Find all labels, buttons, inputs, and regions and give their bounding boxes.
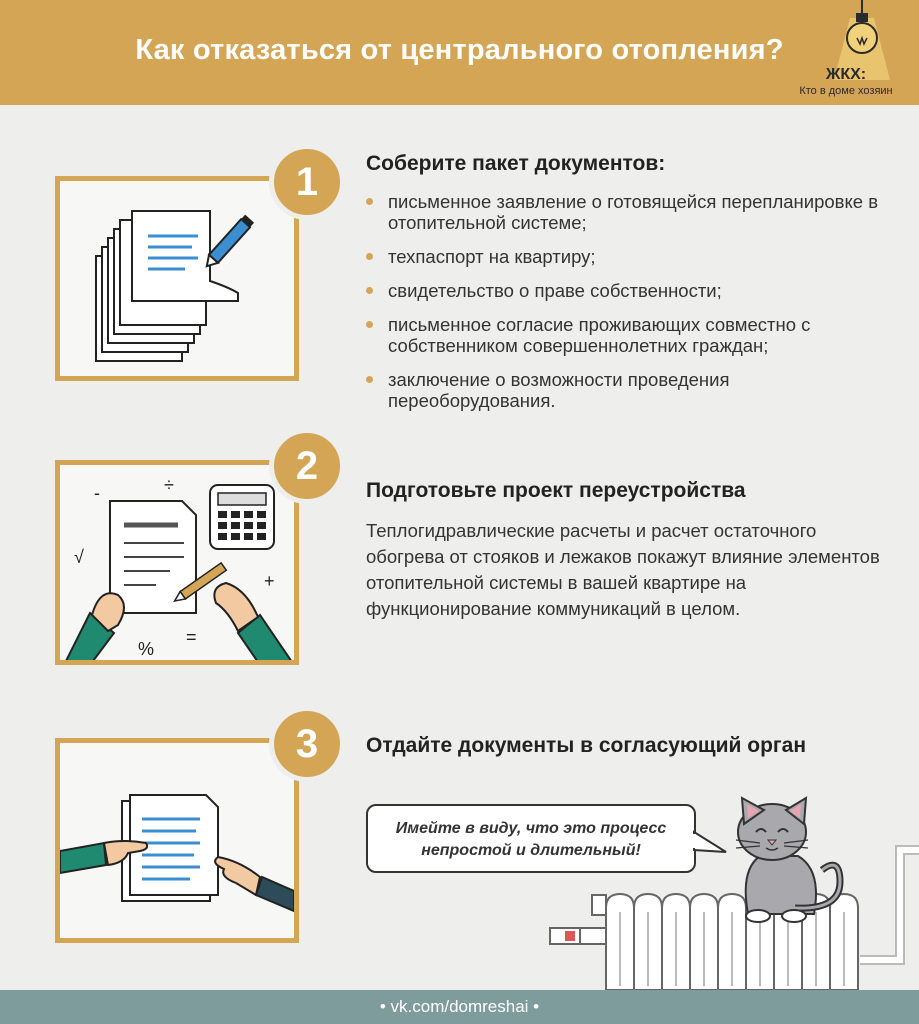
cat-icon	[736, 798, 840, 922]
list-item-text: письменное согласие проживающих совместно с собственником совершеннолетних граждан;	[388, 314, 811, 356]
symbol-minus: -	[94, 483, 100, 503]
note-line-1: Имейте в виду, что это процесс	[395, 820, 667, 837]
symbol-percent: %	[138, 639, 155, 659]
footer-bar	[0, 990, 919, 1024]
calculation-project-icon	[60, 465, 294, 660]
note-line-2: непростой и длительный!	[421, 842, 641, 859]
list-item	[366, 280, 886, 301]
step-2-illustration	[55, 444, 319, 665]
list-item	[366, 314, 886, 356]
document-list	[366, 191, 886, 424]
bullet-icon	[366, 287, 373, 294]
step-1-illustration	[55, 160, 319, 381]
step-3-number: 3	[269, 706, 345, 782]
list-item-text: письменное заявление о готовящейся перепланировке в отопительной системе;	[388, 191, 879, 233]
page-title: Как отказаться от центрального отопления?	[135, 34, 784, 66]
list-item-text: заключение о возможности проведения переоборудования.	[388, 369, 730, 411]
documents-pen-icon	[60, 181, 294, 376]
symbol-plus: +	[264, 571, 275, 591]
step-1-title: Соберите пакет документов:	[366, 152, 666, 175]
step-3-title: Отдайте документы в согласующий орган	[366, 734, 807, 757]
symbol-equals: =	[186, 627, 197, 647]
step-1-number: 1	[269, 144, 345, 220]
handing-documents-icon	[60, 743, 294, 938]
list-item-text: техпаспорт на квартиру;	[388, 246, 596, 267]
bullet-icon	[366, 253, 373, 260]
radiator-cat-illustration	[540, 790, 919, 990]
header-bar	[0, 0, 919, 105]
step-2-description: Теплогидравлические расчеты и расчет остаточного обогрева от стояков и лежаков покажут влияние элементов отопительной системы в вашей квартире на функционирование коммуникаций в целом.	[366, 520, 880, 619]
list-item	[366, 246, 886, 267]
logo-caption	[786, 66, 906, 97]
symbol-divide: ÷	[164, 475, 174, 495]
logo-title: ЖКХ:	[825, 66, 867, 83]
list-item	[366, 369, 886, 411]
bullet-icon	[366, 321, 373, 328]
symbol-root: √	[74, 547, 84, 567]
bullet-icon	[366, 376, 373, 383]
step-3-illustration	[55, 722, 319, 943]
footer-link[interactable]: • vk.com/domreshai •	[379, 997, 540, 1016]
step-2-number: 2	[269, 428, 345, 504]
list-item-text: свидетельство о праве собственности;	[388, 280, 722, 301]
bullet-icon	[366, 198, 373, 205]
logo-subtitle: Кто в доме хозяин	[799, 85, 893, 97]
step-2-title: Подготовьте проект переустройства	[366, 479, 746, 502]
list-item	[366, 191, 886, 233]
